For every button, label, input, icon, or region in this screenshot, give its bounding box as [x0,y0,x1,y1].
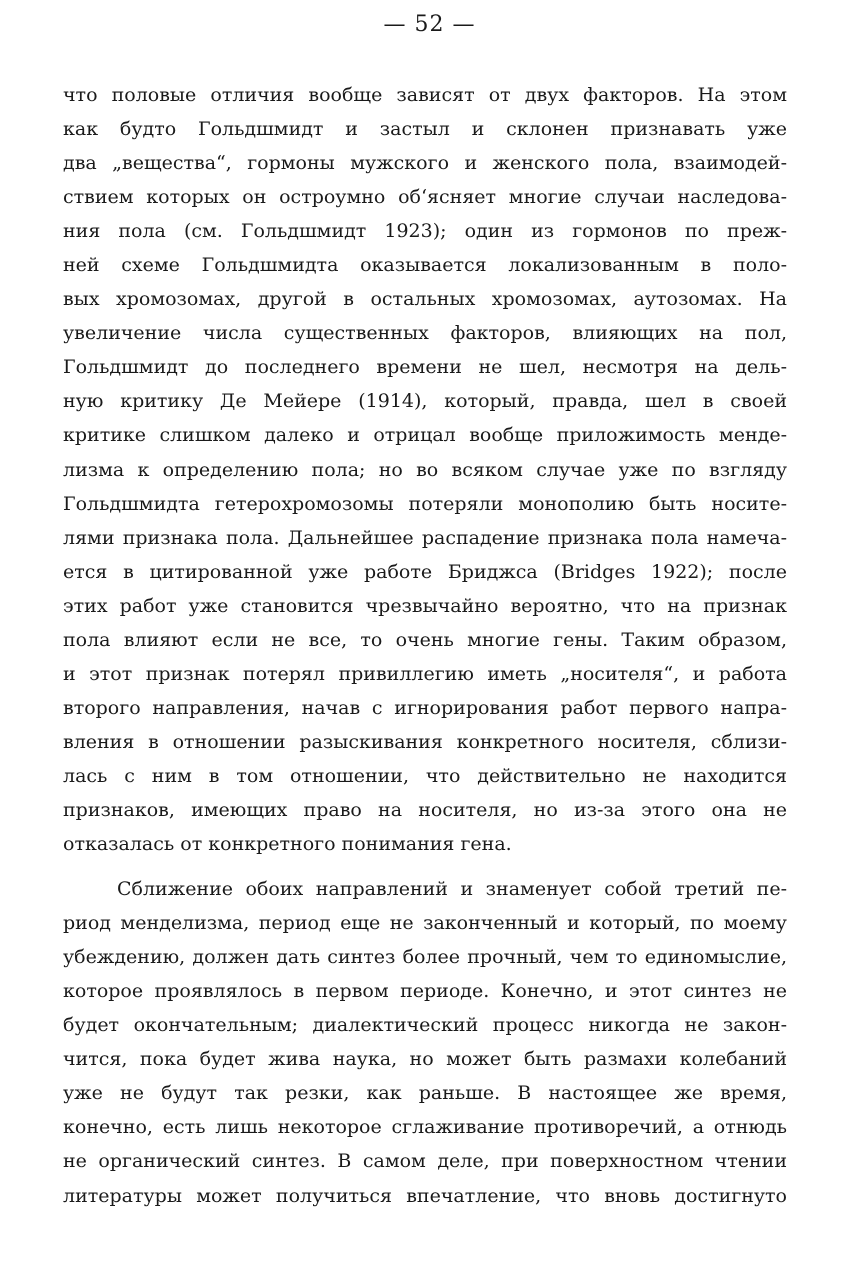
text-line: чится, пока будет жива наука, но может быть размахи колебаний [63,1048,787,1071]
text-line: лась с ним в том отношении, что действительно не находится [63,764,787,787]
text-line: лизма к определению пола; но во всяком случае уже по взгляду [63,458,787,481]
text-line: ния пола (см. Гольдшмидт 1923); один из гормонов по преж- [63,220,787,243]
text-line: как будто Гольдшмидт и застыл и склонен признавать уже [63,118,787,141]
text-line: ную критику Де Мейере (1914), который, правда, шел в своей [63,390,787,413]
text-line: вления в отношении разыскивания конкретного носителя, сблизи- [63,730,787,753]
text-line: увеличение числа существенных факторов, влияющих на пол, [63,322,787,345]
text-line: которое проявлялось в первом периоде. Конечно, и этот синтез не [63,980,787,1003]
text-line: Гольдшмидта гетерохромозомы потеряли монополию быть носите- [63,492,787,515]
text-line: признаков, имеющих право на носителя, но из-за этого она не [63,798,787,821]
text-line: и этот признак потерял привиллегию иметь „носителя“, и работа [63,662,787,685]
text-line: критике слишком далеко и отрицал вообще приложимость менде- [63,424,787,447]
page-number: — 52 — [383,12,476,37]
text-line: лями признака пола. Дальнейшее распадение признака пола намеча- [63,526,787,549]
paragraph [63,872,787,1212]
text-line: не органический синтез. В самом деле, при поверхностном чтении [63,1150,787,1173]
text-line: убеждению, должен дать синтез более прочный, чем то единомыслие, [63,946,787,969]
paragraph [63,78,787,861]
text-line: вых хромозомах, другой в остальных хромозомах, аутозомах. На [63,288,787,311]
text-line: ствием которых он остроумно об‘ясняет многие случаи наследова- [63,186,787,209]
text-line: литературы может получиться впечатление, что вновь достигнуто [63,1184,787,1207]
text-line: пола влияют если не все, то очень многие гены. Таким образом, [63,628,787,651]
text-line: риод менделизма, период еще не законченный и который, по моему [63,912,787,935]
text-line: этих работ уже становится чрезвычайно вероятно, что на признак [63,594,787,617]
text-line: отказалась от конкретного понимания гена. [63,833,512,856]
text-line: Сближение обоих направлений и знаменует собой третий пе- [117,878,787,901]
paragraph-gap [63,861,787,872]
text-line: что половые отличия вообще зависят от двух факторов. На этом [63,84,787,106]
text-line: ется в цитированной уже работе Бриджса (Bridges 1922); после [63,560,787,583]
text-line: два „вещества“, гормоны мужского и женского пола, взаимодей- [63,152,787,175]
text-line: уже не будут так резки, как раньше. В настоящее же время, [63,1082,787,1105]
text-line: ней схеме Гольдшмидта оказывается локализованным в поло- [63,254,787,277]
text-line: Гольдшмидт до последнего времени не шел, несмотря на дель- [63,356,787,379]
page-body [63,78,787,1213]
text-line: второго направления, начав с игнорирования работ первого напра- [63,696,787,719]
text-line: конечно, есть лишь некоторое сглаживание противоречий, а отнюдь [63,1116,787,1139]
text-line: будет окончательным; диалектический процесс никогда не закон- [63,1014,787,1037]
